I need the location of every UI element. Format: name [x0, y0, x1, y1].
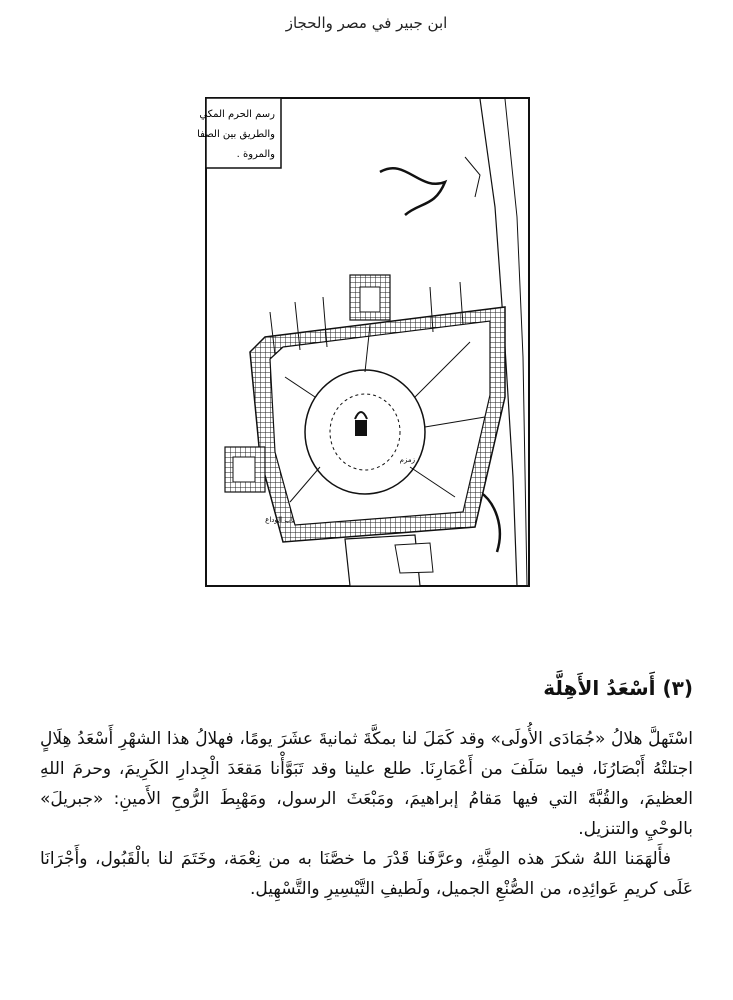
running-header: ابن جبير في مصر والحجاز [285, 14, 448, 32]
map-label: زمزم [399, 456, 415, 464]
kaaba-mark [355, 420, 367, 436]
map-caption-line: والطريق بين الصفا [197, 129, 275, 140]
section-heading: (٣) أَسْعَدُ الأَهِلَّة [543, 676, 693, 700]
map-caption-line: والمروة . [236, 149, 275, 160]
haram-map-drawing [197, 97, 530, 587]
haram-map-figure [197, 97, 530, 587]
map-caption-line: رسم الحرم المكي [199, 109, 275, 120]
map-label: باب الوداع [265, 516, 295, 524]
body-text [40, 724, 693, 904]
paragraph: اسْتَهلَّ هلالُ «جُمَادَى الأُولَى» وقد كَمَلَ لنا بمكَّةَ ثمانيةَ عشَرَ يومًا، فهلالُ هذا الشهْرِ أَسْعَدُ هِلَالٍ اجتلتْهُ أَبْصَارُنَا، فيما سَلَفَ من أَعْمَارِنَا. طلع علينا وقد تَبَوَّأْنا مَقعَدَ الْجِدارِ الكَرِيمَ، وحرمَ اللهِ العظيمَ، والقُبَّةَ التي فيها مَقامُ إبراهيمَ، ومَبْعَثَ الرسول، ومَهْبِطَ الرُّوحِ الأَمينِ: «جبريلَ» بالوحْيِ والتنزيل. [40, 729, 693, 839]
paragraph: فأَلهَمَنا اللهُ شكرَ هذه المِنَّةِ، وعرَّفَنا قَدْرَ ما خصَّنَا به من نِعْمَة، وخَتَمَ لنا بالْقَبُول، وأَجْرَانَا عَلَى كريمِ عَوائِدِه، من الصُّنْعِ الجميل، ولَطيفِ التَّيْسِيرِ والتَّسْهِيل. [40, 849, 693, 899]
